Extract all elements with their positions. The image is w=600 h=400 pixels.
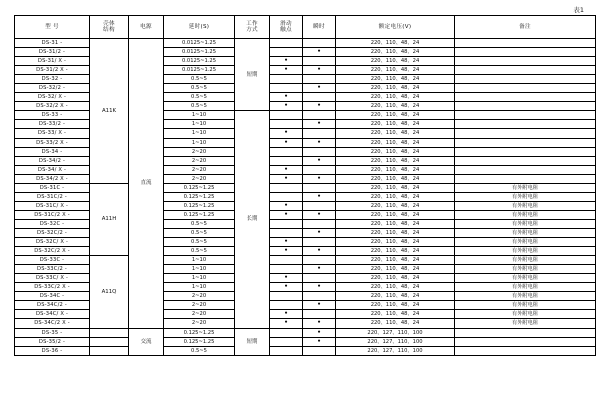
cell-delay: 0.5~5 [164, 219, 235, 228]
cell-instant: • [303, 138, 336, 147]
table-row [15, 256, 596, 265]
cell-instant [303, 219, 336, 228]
cell-model: DS-31C/2 X - [15, 210, 90, 219]
cell-slide-contact [270, 328, 303, 337]
table-number-label: 表1 [573, 6, 584, 14]
table-row [15, 328, 596, 337]
spec-table [14, 15, 596, 356]
cell-shell-group: A11Q [90, 256, 129, 328]
cell-note [455, 93, 596, 102]
cell-note [455, 75, 596, 84]
cell-slide-contact [270, 39, 303, 48]
cell-instant [303, 147, 336, 156]
cell-instant: • [303, 120, 336, 129]
cell-note: 有外附电阻 [455, 201, 596, 210]
cell-instant [303, 274, 336, 283]
cell-delay: 1~10 [164, 129, 235, 138]
cell-model: DS-34C/2 X - [15, 319, 90, 328]
cell-delay: 0.0125~1.25 [164, 57, 235, 66]
cell-note [455, 174, 596, 183]
cell-note: 有外附电阻 [455, 265, 596, 274]
cell-delay: 1~10 [164, 265, 235, 274]
cell-instant [303, 75, 336, 84]
cell-slide-contact: • [270, 174, 303, 183]
cell-instant: • [303, 228, 336, 237]
cell-slide-contact: • [270, 310, 303, 319]
cell-voltage: 220、127、110、100 [336, 337, 455, 346]
cell-note: 有外附电阻 [455, 192, 596, 201]
cell-slide-contact [270, 301, 303, 310]
cell-note: 有外附电阻 [455, 283, 596, 292]
cell-note [455, 120, 596, 129]
cell-voltage: 220、110、48、24 [336, 84, 455, 93]
table-body [15, 39, 596, 356]
cell-instant [303, 346, 336, 355]
cell-delay: 0.5~5 [164, 346, 235, 355]
col-header-voltage: 额定电压(V) [336, 16, 455, 39]
cell-voltage: 220、127、110、100 [336, 328, 455, 337]
cell-voltage: 220、110、48、24 [336, 174, 455, 183]
cell-voltage: 220、110、48、24 [336, 93, 455, 102]
cell-voltage: 220、110、48、24 [336, 238, 455, 247]
cell-delay: 1~10 [164, 111, 235, 120]
cell-delay: 0.125~1.25 [164, 201, 235, 210]
cell-model: DS-35/2 - [15, 337, 90, 346]
table-header-row [15, 16, 596, 39]
cell-delay: 0.5~5 [164, 75, 235, 84]
cell-voltage: 220、110、48、24 [336, 247, 455, 256]
cell-instant: • [303, 328, 336, 337]
cell-model: DS-34/2 - [15, 156, 90, 165]
cell-instant [303, 201, 336, 210]
cell-note [455, 147, 596, 156]
cell-model: DS-34/ X - [15, 165, 90, 174]
cell-model: DS-34C/2 - [15, 301, 90, 310]
cell-instant [303, 93, 336, 102]
cell-voltage: 220、110、48、24 [336, 75, 455, 84]
cell-model: DS-31/2 X - [15, 66, 90, 75]
cell-instant [303, 183, 336, 192]
table-head [15, 16, 596, 39]
cell-note: 有外附电阻 [455, 210, 596, 219]
cell-shell [90, 346, 129, 355]
cell-model: DS-32/ X - [15, 93, 90, 102]
cell-note: 有外附电阻 [455, 274, 596, 283]
cell-instant [303, 39, 336, 48]
cell-slide-contact [270, 111, 303, 120]
cell-delay: 2~20 [164, 292, 235, 301]
cell-delay: 1~10 [164, 120, 235, 129]
cell-instant [303, 256, 336, 265]
table-row [15, 183, 596, 192]
cell-slide-contact: • [270, 210, 303, 219]
cell-delay: 2~20 [164, 147, 235, 156]
cell-note [455, 48, 596, 57]
cell-voltage: 220、110、48、24 [336, 138, 455, 147]
cell-model: DS-31C - [15, 183, 90, 192]
cell-model: DS-32C/2 X - [15, 247, 90, 256]
cell-voltage: 220、110、48、24 [336, 310, 455, 319]
cell-delay: 0.125~1.25 [164, 183, 235, 192]
cell-note [455, 102, 596, 111]
cell-model: DS-33/ X - [15, 129, 90, 138]
cell-slide-contact: • [270, 274, 303, 283]
cell-delay: 1~10 [164, 274, 235, 283]
cell-note [455, 111, 596, 120]
cell-instant: • [303, 301, 336, 310]
cell-slide-contact [270, 346, 303, 355]
cell-model: DS-33/2 - [15, 120, 90, 129]
cell-delay: 2~20 [164, 319, 235, 328]
cell-delay: 2~20 [164, 174, 235, 183]
cell-mode-group: 短期 [235, 328, 270, 355]
cell-instant: • [303, 84, 336, 93]
cell-voltage: 220、110、48、24 [336, 57, 455, 66]
cell-model: DS-33C - [15, 256, 90, 265]
table-row [15, 337, 596, 346]
cell-delay: 0.5~5 [164, 102, 235, 111]
cell-slide-contact: • [270, 93, 303, 102]
cell-note [455, 57, 596, 66]
cell-instant: • [303, 210, 336, 219]
cell-model: DS-33/2 X - [15, 138, 90, 147]
cell-voltage: 220、110、48、24 [336, 274, 455, 283]
cell-voltage: 220、110、48、24 [336, 147, 455, 156]
cell-slide-contact: • [270, 66, 303, 75]
cell-voltage: 220、110、48、24 [336, 129, 455, 138]
cell-note: 有外附电阻 [455, 228, 596, 237]
col-header-shell: 壳体 结构 [90, 16, 129, 39]
cell-model: DS-32C/2 - [15, 228, 90, 237]
cell-instant: • [303, 192, 336, 201]
cell-delay: 1~10 [164, 256, 235, 265]
cell-note [455, 156, 596, 165]
cell-slide-contact: • [270, 57, 303, 66]
cell-instant [303, 310, 336, 319]
cell-voltage: 220、110、48、24 [336, 165, 455, 174]
cell-instant: • [303, 265, 336, 274]
cell-slide-contact [270, 192, 303, 201]
cell-delay: 0.5~5 [164, 84, 235, 93]
cell-model: DS-32/2 X - [15, 102, 90, 111]
cell-model: DS-32 - [15, 75, 90, 84]
cell-instant: • [303, 337, 336, 346]
cell-slide-contact: • [270, 165, 303, 174]
cell-model: DS-32C/ X - [15, 238, 90, 247]
cell-delay: 0.5~5 [164, 238, 235, 247]
cell-slide-contact [270, 48, 303, 57]
cell-slide-contact [270, 120, 303, 129]
cell-slide-contact [270, 84, 303, 93]
cell-voltage: 220、110、48、24 [336, 156, 455, 165]
cell-note [455, 66, 596, 75]
col-header-note: 备注 [455, 16, 596, 39]
cell-delay: 0.125~1.25 [164, 328, 235, 337]
cell-voltage: 220、110、48、24 [336, 192, 455, 201]
cell-model: DS-33C/ X - [15, 274, 90, 283]
cell-delay: 0.0125~1.25 [164, 66, 235, 75]
cell-delay: 2~20 [164, 310, 235, 319]
cell-mode-group: 短期 [235, 39, 270, 111]
cell-voltage: 220、110、48、24 [336, 48, 455, 57]
cell-voltage: 220、110、48、24 [336, 39, 455, 48]
cell-slide-contact [270, 183, 303, 192]
cell-instant: • [303, 283, 336, 292]
cell-voltage: 220、127、110、100 [336, 346, 455, 355]
cell-model: DS-33C/2 X - [15, 283, 90, 292]
cell-delay: 2~20 [164, 301, 235, 310]
cell-voltage: 220、110、48、24 [336, 265, 455, 274]
cell-slide-contact: • [270, 247, 303, 256]
cell-instant: • [303, 247, 336, 256]
cell-model: DS-31 - [15, 39, 90, 48]
cell-note [455, 39, 596, 48]
cell-note [455, 328, 596, 337]
cell-model: DS-36 - [15, 346, 90, 355]
col-header-delay: 延时(S) [164, 16, 235, 39]
cell-instant [303, 238, 336, 247]
cell-note [455, 165, 596, 174]
cell-voltage: 220、110、48、24 [336, 183, 455, 192]
col-header-power: 电源 [129, 16, 164, 39]
cell-instant [303, 165, 336, 174]
cell-note [455, 346, 596, 355]
cell-note: 有外附电阻 [455, 292, 596, 301]
cell-model: DS-32/2 - [15, 84, 90, 93]
cell-model: DS-34/2 X - [15, 174, 90, 183]
col-header-instant: 瞬时 [303, 16, 336, 39]
cell-slide-contact [270, 256, 303, 265]
cell-voltage: 220、110、48、24 [336, 201, 455, 210]
cell-note: 有外附电阻 [455, 183, 596, 192]
cell-slide-contact [270, 337, 303, 346]
cell-voltage: 220、110、48、24 [336, 66, 455, 75]
cell-instant [303, 292, 336, 301]
cell-model: DS-31/ X - [15, 57, 90, 66]
table-row [15, 346, 596, 355]
cell-voltage: 220、110、48、24 [336, 219, 455, 228]
cell-delay: 0.5~5 [164, 247, 235, 256]
cell-slide-contact [270, 75, 303, 84]
cell-voltage: 220、110、48、24 [336, 120, 455, 129]
cell-shell-group: A11K [90, 39, 129, 184]
cell-shell [90, 328, 129, 337]
cell-delay: 0.0125~1.25 [164, 39, 235, 48]
cell-voltage: 220、110、48、24 [336, 301, 455, 310]
cell-voltage: 220、110、48、24 [336, 283, 455, 292]
cell-slide-contact: • [270, 283, 303, 292]
cell-instant: • [303, 66, 336, 75]
cell-slide-contact [270, 228, 303, 237]
cell-model: DS-33 - [15, 111, 90, 120]
col-header-mode: 工作 方式 [235, 16, 270, 39]
cell-slide-contact: • [270, 102, 303, 111]
cell-voltage: 220、110、48、24 [336, 111, 455, 120]
cell-note: 有外附电阻 [455, 219, 596, 228]
cell-instant: • [303, 319, 336, 328]
cell-slide-contact: • [270, 138, 303, 147]
cell-model: DS-32C - [15, 219, 90, 228]
cell-model: DS-34C/ X - [15, 310, 90, 319]
cell-delay: 0.125~1.25 [164, 192, 235, 201]
cell-note [455, 84, 596, 93]
cell-voltage: 220、110、48、24 [336, 102, 455, 111]
col-header-model: 型 号 [15, 16, 90, 39]
cell-note [455, 138, 596, 147]
cell-instant: • [303, 156, 336, 165]
cell-power-group: 交流 [129, 328, 164, 355]
cell-model: DS-31C/2 - [15, 192, 90, 201]
cell-note: 有外附电阻 [455, 247, 596, 256]
cell-model: DS-31/2 - [15, 48, 90, 57]
cell-voltage: 220、110、48、24 [336, 210, 455, 219]
cell-delay: 0.5~5 [164, 93, 235, 102]
cell-note: 有外附电阻 [455, 256, 596, 265]
cell-mode-group: 长期 [235, 111, 270, 328]
cell-slide-contact: • [270, 319, 303, 328]
cell-voltage: 220、110、48、24 [336, 228, 455, 237]
cell-instant: • [303, 174, 336, 183]
cell-note [455, 129, 596, 138]
cell-model: DS-34C - [15, 292, 90, 301]
cell-slide-contact: • [270, 201, 303, 210]
cell-instant [303, 57, 336, 66]
cell-instant [303, 129, 336, 138]
cell-slide-contact [270, 265, 303, 274]
cell-delay: 0.5~5 [164, 228, 235, 237]
cell-delay: 1~10 [164, 138, 235, 147]
cell-delay: 2~20 [164, 156, 235, 165]
cell-instant [303, 111, 336, 120]
cell-slide-contact: • [270, 129, 303, 138]
cell-delay: 0.125~1.25 [164, 337, 235, 346]
cell-delay: 1~10 [164, 283, 235, 292]
cell-shell-group: A11H [90, 183, 129, 255]
cell-slide-contact: • [270, 238, 303, 247]
table-row [15, 39, 596, 48]
cell-voltage: 220、110、48、24 [336, 256, 455, 265]
cell-model: DS-35 - [15, 328, 90, 337]
cell-delay: 2~20 [164, 165, 235, 174]
cell-delay: 0.125~1.25 [164, 210, 235, 219]
cell-slide-contact [270, 147, 303, 156]
cell-model: DS-31C/ X - [15, 201, 90, 210]
cell-instant: • [303, 48, 336, 57]
cell-delay: 0.0125~1.25 [164, 48, 235, 57]
cell-note [455, 337, 596, 346]
cell-shell [90, 337, 129, 346]
cell-slide-contact [270, 156, 303, 165]
cell-instant: • [303, 102, 336, 111]
cell-note: 有外附电阻 [455, 310, 596, 319]
cell-slide-contact [270, 219, 303, 228]
cell-slide-contact [270, 292, 303, 301]
cell-model: DS-34 - [15, 147, 90, 156]
cell-voltage: 220、110、48、24 [336, 319, 455, 328]
cell-note: 有外附电阻 [455, 319, 596, 328]
cell-power-group: 直流 [129, 39, 164, 329]
cell-note: 有外附电阻 [455, 301, 596, 310]
cell-voltage: 220、110、48、24 [336, 292, 455, 301]
cell-note: 有外附电阻 [455, 238, 596, 247]
cell-model: DS-33C/2 - [15, 265, 90, 274]
col-header-slide: 滑动 触点 [270, 16, 303, 39]
